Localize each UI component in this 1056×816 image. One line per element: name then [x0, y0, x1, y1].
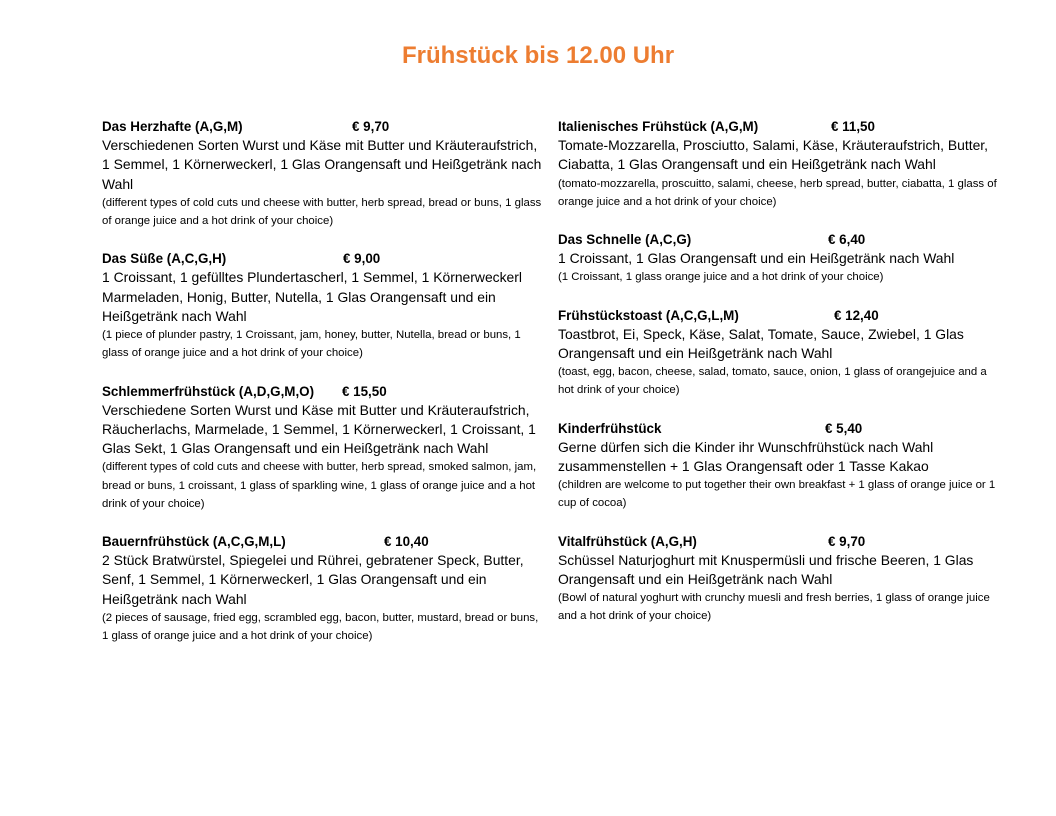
menu-item: [558, 230, 998, 287]
menu-item-header: [102, 382, 546, 401]
menu-item-price: € 9,00: [343, 251, 381, 267]
menu-item-description: 1 Croissant, 1 gefülltes Plundertascherl, 1 Semmel, 1 Körnerweckerl Marmeladen, Honig, Butter, Nutella, 1 Glas Orangensaft und ein Heißgetränk nach Wahl: [102, 269, 522, 324]
menu-item: [102, 532, 546, 645]
menu-item: [102, 249, 546, 362]
menu-item-description: Schüssel Naturjoghurt mit Knuspermüsli und frische Beeren, 1 Glas Orangensaft und ein Heißgetränk nach Wahl: [558, 551, 974, 587]
menu-item-description: 1 Croissant, 1 Glas Orangensaft und ein Heißgetränk nach Wahl: [558, 250, 955, 266]
menu-item: [558, 117, 998, 211]
menu-item-price: € 9,70: [828, 533, 866, 549]
menu-item: [102, 117, 546, 230]
menu-item-header: [558, 230, 998, 249]
menu-item-translation: (1 Croissant, 1 glass orange juice and a hot drink of your choice): [558, 271, 884, 284]
menu-item-description: Gerne dürfen sich die Kinder ihr Wunschfrühstück nach Wahl zusammenstellen + 1 Glas Orangensaft oder 1 Tasse Kakao: [558, 438, 934, 474]
page-title: Frühstück bis 12.00 Uhr: [401, 42, 675, 69]
menu-item: [558, 419, 998, 513]
menu-item: [558, 306, 998, 400]
menu-item-header: [102, 117, 546, 136]
menu-item: [558, 532, 998, 626]
menu-item-name: Bauernfrühstück (A,C,G,M,L): [102, 534, 286, 550]
menu-item-translation: (toast, egg, bacon, cheese, salad, tomato, sauce, onion, 1 glass of orangejuice and a hot drink of your choice): [558, 366, 987, 397]
menu-item-translation: (1 piece of plunder pastry, 1 Croissant, jam, honey, butter, Nutella, bread or buns, 1 glass of orange juice and a hot drink of your choice): [102, 329, 521, 360]
menu-item: [102, 382, 546, 514]
menu-column-right: [558, 117, 998, 645]
menu-item-translation: (2 pieces of sausage, fried egg, scrambled egg, bacon, butter, mustard, bread or buns, 1 glass of orange juice and a hot drink of your choice): [102, 611, 539, 643]
menu-item-translation: (Bowl of natural yoghurt with crunchy muesli and fresh berries, 1 glass of orange juice and a hot drink of your choice): [558, 592, 990, 623]
menu-item-header: [558, 117, 998, 136]
menu-item-description: Tomate-Mozzarella, Prosciutto, Salami, Käse, Kräuteraufstrich, Butter, Ciabatta, 1 Glas Orangensaft und ein Heißgetränk nach Wahl: [558, 137, 989, 173]
menu-item-price: € 5,40: [825, 420, 863, 436]
menu-item-name: Vitalfrühstück (A,G,H): [558, 533, 697, 549]
menu-item-name: Das Herzhafte (A,G,M): [102, 119, 243, 134]
menu-item-translation: (different types of cold cuts and cheese with butter, herb spread, smoked salmon, jam, bread or buns, 1 croissant, 1 glass of sparkling wine, 1 glass of orange juice and a hot drink of your choice): [102, 461, 537, 510]
menu-item-name: Italienisches Frühstück (A,G,M): [558, 119, 759, 134]
menu-item-name: Das Schnelle (A,C,G): [558, 232, 692, 247]
menu-item-name: Schlemmerfrühstück (A,D,G,M,O): [102, 383, 315, 399]
menu-item-header: [558, 532, 998, 551]
menu-item-header: [558, 306, 998, 325]
menu-item-price: € 6,40: [828, 232, 866, 247]
menu-item-header: [102, 532, 546, 551]
menu-item-header: [558, 419, 998, 438]
menu-item-price: € 15,50: [342, 383, 387, 399]
menu-item-name: Frühstückstoast (A,C,G,L,M): [558, 307, 739, 323]
menu-item-translation: (children are welcome to put together their own breakfast + 1 glass of orange juice or 1 cup of cocoa): [558, 479, 996, 510]
menu-item-price: € 9,70: [352, 119, 390, 134]
menu-column-left: [102, 117, 546, 664]
menu-item-price: € 11,50: [831, 119, 875, 134]
menu-item-price: € 12,40: [834, 307, 879, 323]
menu-item-header: [102, 249, 546, 268]
menu-item-description: 2 Stück Bratwürstel, Spiegelei und Rührei, gebratener Speck, Butter, Senf, 1 Semmel, 1 Körnerweckerl, 1 Glas Orangensaft und ein Heißgetränk nach Wahl: [102, 552, 524, 607]
menu-item-description: Toastbrot, Ei, Speck, Käse, Salat, Tomate, Sauce, Zwiebel, 1 Glas Orangensaft und ein Heißgetränk nach Wahl: [558, 325, 964, 361]
menu-item-name: Das Süße (A,C,G,H): [102, 251, 227, 267]
menu-item-price: € 10,40: [384, 534, 429, 550]
menu-item-name: Kinderfrühstück: [558, 420, 662, 436]
menu-item-description: Verschiedene Sorten Wurst und Käse mit Butter und Kräuteraufstrich, Räucherlachs, Marmelade, 1 Semmel, 1 Körnerweckerl, 1 Croissant, 1 Glas Sekt, 1 Glas Orangensaft und ein Heißgetränk nach Wahl: [102, 401, 536, 457]
menu-item-translation: (different types of cold cuts und cheese with butter, herb spread, bread or buns, 1 glass of orange juice and a hot drink of your choice): [102, 196, 542, 228]
menu-item-description: Verschiedenen Sorten Wurst und Käse mit Butter und Kräuteraufstrich, 1 Semmel, 1 Körnerweckerl, 1 Glas Orangensaft und Heißgetränk nach Wahl: [102, 137, 542, 192]
menu-item-translation: (tomato-mozzarella, proscuitto, salami, cheese, herb spread, butter, ciabatta, 1 glass of orange juice and a hot drink of your choice): [558, 177, 997, 208]
